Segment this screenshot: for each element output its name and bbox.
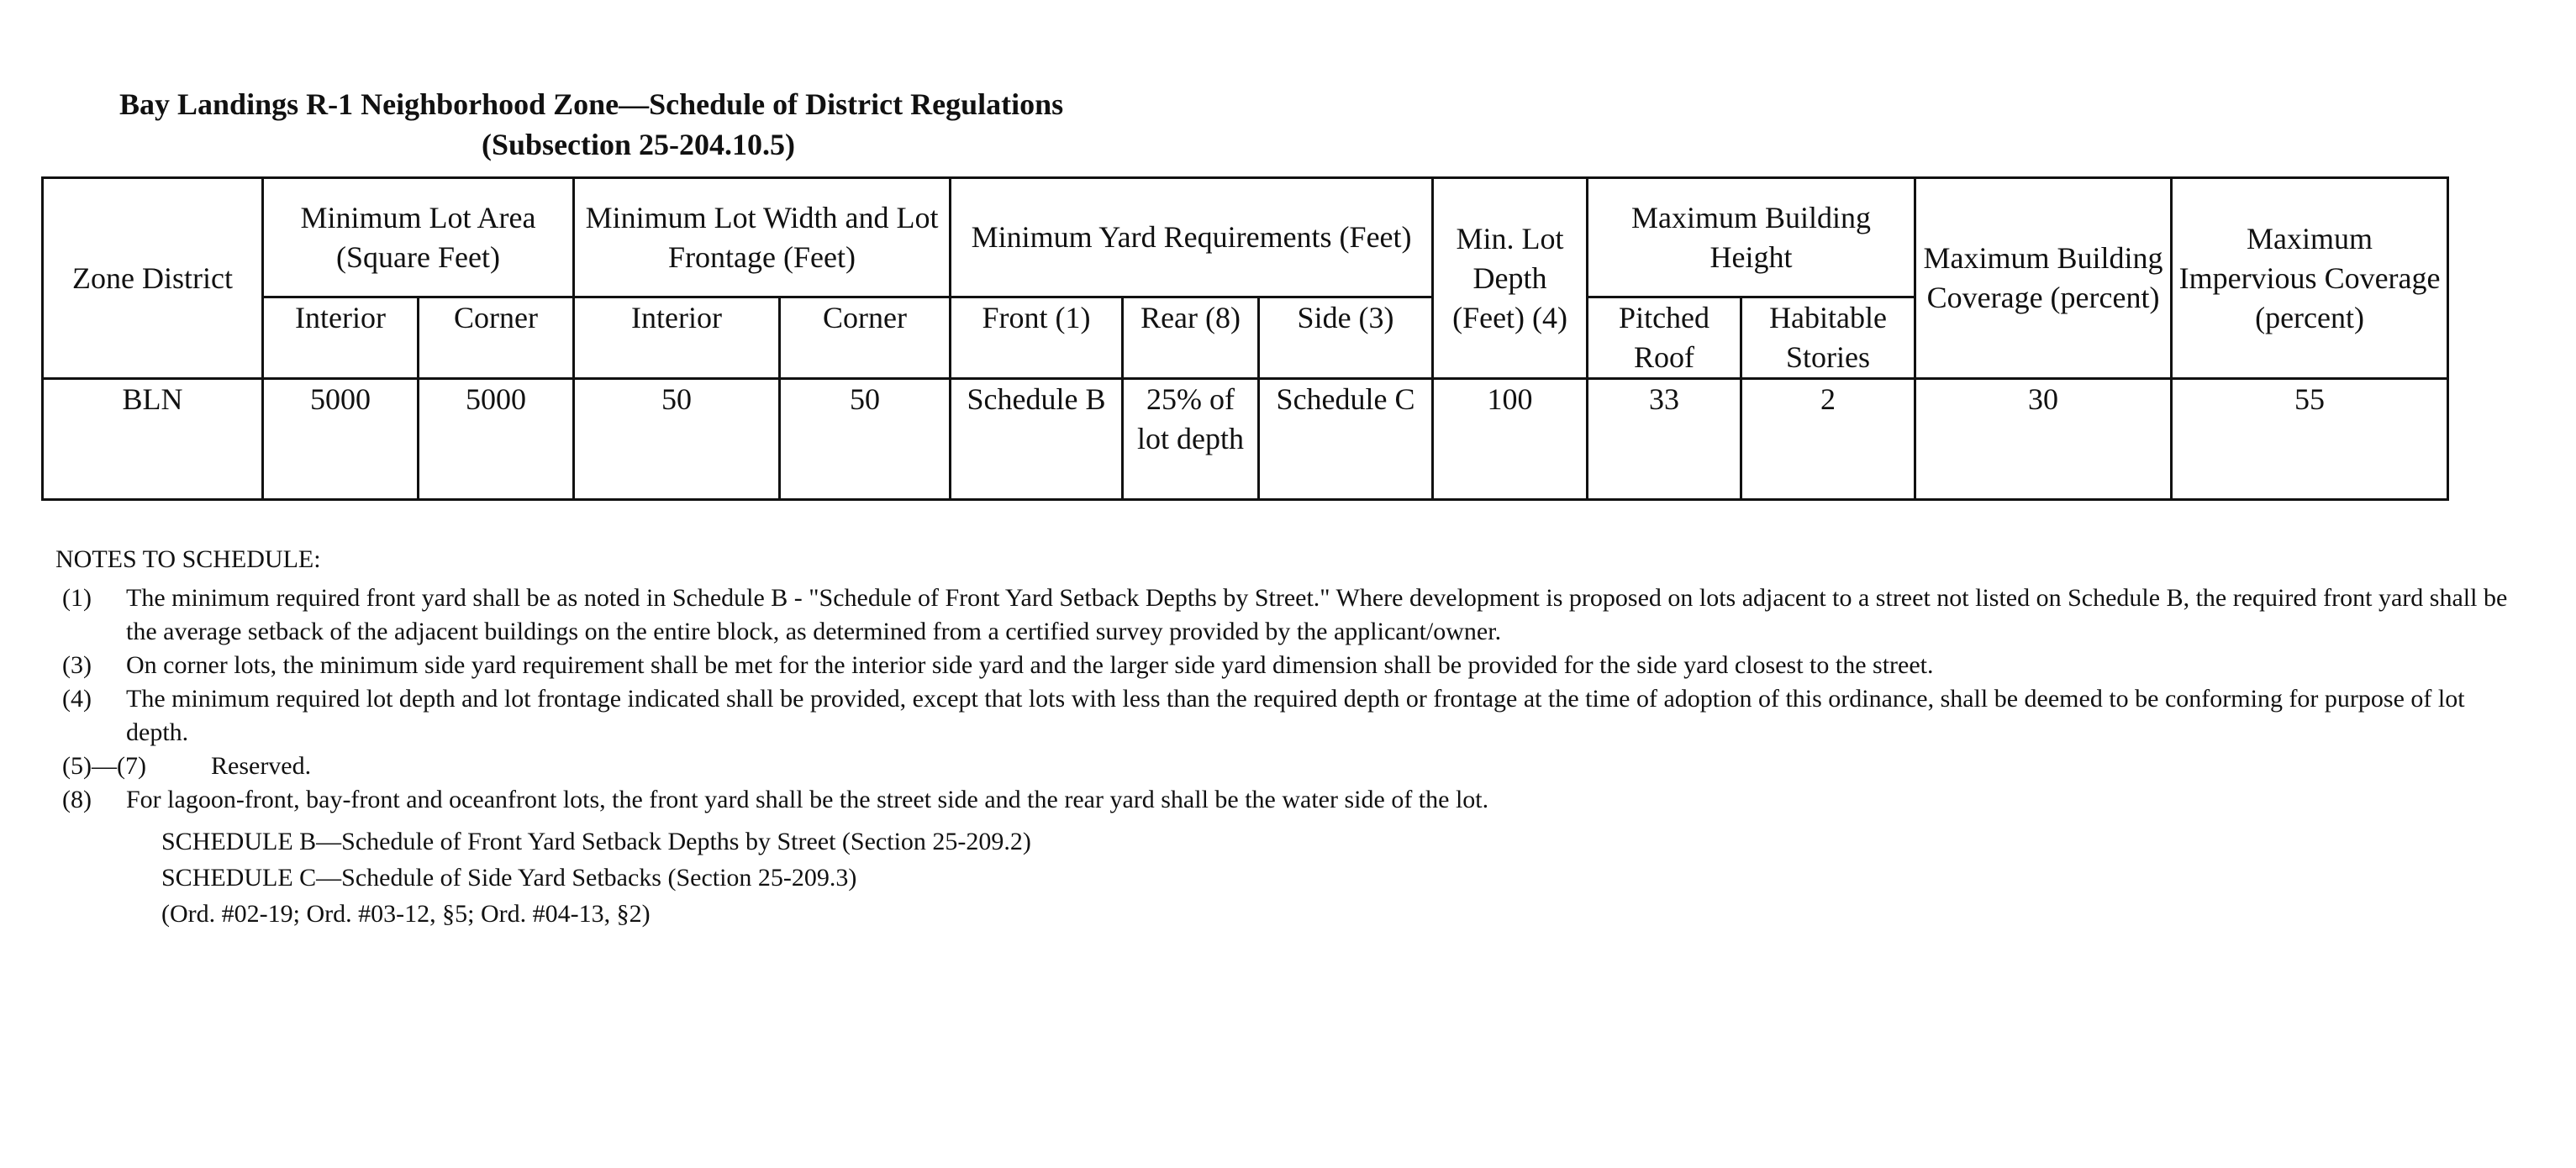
note-item [55,682,2518,750]
notes-section [55,543,2518,934]
cell-zone: BLN [43,379,263,500]
schedule-b-reference: SCHEDULE B—Schedule of Front Yard Setback Depths by Street (Section 25-209.2) [161,828,1031,855]
subheader-area-interior: Interior [263,297,419,379]
note-text: Reserved. [211,752,312,780]
note-text: For lagoon-front, bay-front and oceanfront lots, the front yard shall be the street side and the rear yard shall be the water side of the lot. [126,786,1489,813]
subheader-habitable-stories: Habitable Stories [1741,297,1915,379]
subheader-yard-front: Front (1) [951,297,1123,379]
note-text: The minimum required lot depth and lot frontage indicated shall be provided, except that lots with less than the required depth or frontage at the time of adoption of this ordinance, shall be deemed to be conforming for purpose of lot depth. [126,685,2465,746]
note-text: The minimum required front yard shall be as noted in Schedule B - "Schedule of Front Yard Setback Depths by Street." Where development is proposed on lots adjacent to a street not listed on Schedule B, the required front yard shall be the average setback of the adjacent buildings on the entire block, as determined from a certified survey provided by the applicant/owner. [126,584,2508,645]
header-min-lot-depth: Min. Lot Depth (Feet) (4) [1433,178,1588,379]
subheader-yard-rear: Rear (8) [1123,297,1259,379]
subheader-yard-side: Side (3) [1259,297,1433,379]
subheader-width-interior: Interior [574,297,780,379]
cell-yard-rear: 25% of lot depth [1123,379,1259,500]
note-item [55,783,2518,817]
cell-area-interior: 5000 [263,379,419,500]
header-min-lot-area: Minimum Lot Area (Square Feet) [263,178,574,297]
cell-impervious-coverage: 55 [2172,379,2448,500]
cell-width-corner: 50 [780,379,951,500]
ordinance-references: (Ord. #02-19; Ord. #03-12, §5; Ord. #04-13, §2) [161,900,651,928]
regulations-table [41,176,2449,501]
header-min-yard: Minimum Yard Requirements (Feet) [951,178,1433,297]
cell-area-corner: 5000 [419,379,574,500]
document-title: Bay Landings R-1 Neighborhood Zone—Schedule of District Regulations [119,87,1064,121]
cell-building-coverage: 30 [1915,379,2172,500]
header-max-building-height: Maximum Building Height [1588,178,1915,297]
header-max-impervious-coverage: Maximum Impervious Coverage (percent) [2172,178,2448,379]
note-item [55,581,2518,649]
note-number: (5)—(7) [62,752,146,780]
cell-habitable-stories: 2 [1741,379,1915,500]
subheader-pitched-roof: Pitched Roof [1588,297,1741,379]
header-max-building-coverage: Maximum Building Coverage (percent) [1915,178,2172,379]
header-row [43,178,2448,297]
header-min-lot-width: Minimum Lot Width and Lot Frontage (Feet) [574,178,951,297]
schedule-references [161,825,2518,931]
note-item [55,750,2518,783]
schedule-c-reference: SCHEDULE C—Schedule of Side Yard Setbacks (Section 25-209.3) [161,864,857,892]
document-subtitle: (Subsection 25-204.10.5) [482,128,796,161]
cell-yard-side: Schedule C [1259,379,1433,500]
subheader-width-corner: Corner [780,297,951,379]
cell-yard-front: Schedule B [951,379,1123,500]
note-number: (4) [62,685,92,713]
cell-pitched-roof: 33 [1588,379,1741,500]
note-number: (3) [62,651,92,679]
note-number: (1) [62,584,92,612]
subheader-area-corner: Corner [419,297,574,379]
notes-heading: NOTES TO SCHEDULE: [55,545,321,573]
header-zone-district: Zone District [43,178,263,379]
note-item [55,649,2518,682]
note-number: (8) [62,786,92,813]
cell-width-interior: 50 [574,379,780,500]
table-row [43,379,2448,500]
note-text: On corner lots, the minimum side yard requirement shall be met for the interior side yard and the larger side yard dimension shall be provided for the side yard closest to the street. [126,651,1934,679]
cell-lot-depth: 100 [1433,379,1588,500]
